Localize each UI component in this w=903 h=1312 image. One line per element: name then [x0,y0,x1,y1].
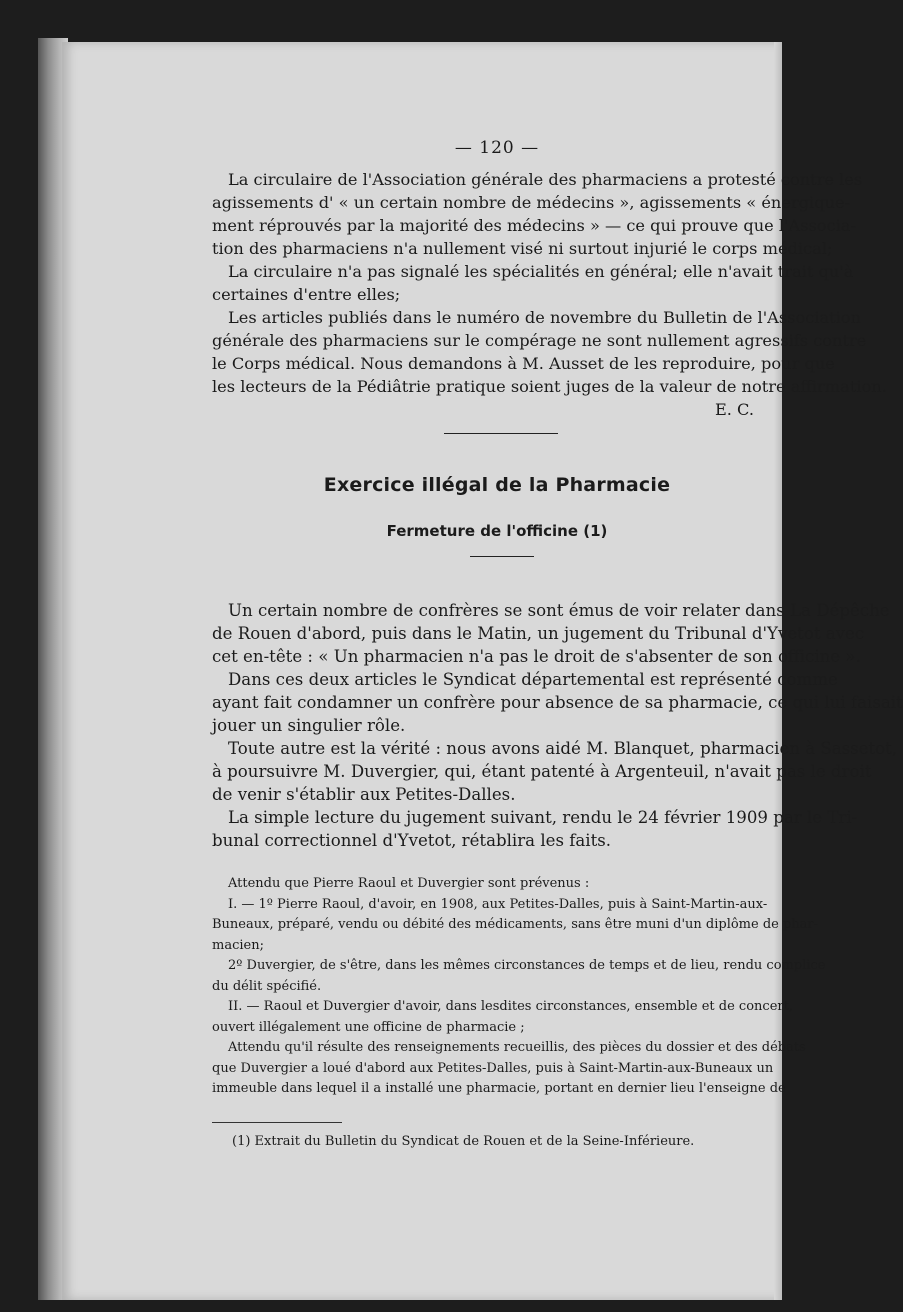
body-line: Dans ces deux articles le Syndicat départemental est représenté comme [228,670,838,689]
scanned-page [62,42,903,1300]
judgment-excerpt [212,874,826,1100]
body-line: à poursuivre M. Duvergier, qui, étant patenté à Argenteuil, n'avait pas le droit [212,762,872,781]
judgment-line: Attendu qu'il résulte des renseignements recueillis, des pièces du dossier et des débats [228,1040,806,1055]
body-line: Toute autre est la vérité : nous avons aidé M. Blanquet, pharmacien à Sassetot, [228,739,898,758]
body-line: de Rouen d'abord, puis dans le Matin, un jugement du Tribunal d'Yvetot avec [212,624,865,643]
page-number: — 120 — [454,138,540,158]
intro-line: La circulaire n'a pas signalé les spécialités en général; elle n'avait trait qu'à [228,262,854,281]
footnote: (1) Extrait du Bulletin du Syndicat de Rouen et de la Seine-Inférieure. [232,1133,695,1149]
judgment-line: immeuble dans lequel il a installé une pharmacie, portant en dernier lieu l'enseigne de [212,1081,786,1096]
footnote-rule [212,1122,342,1123]
intro-line: Les articles publiés dans le numéro de novembre du Bulletin de l'Association [228,308,861,327]
page-content [212,138,903,1151]
body-line: ayant fait condamner un confrère pour absence de sa pharmacie, ce qui lui faisait [212,693,903,712]
body-line: bunal correctionnel d'Yvetot, rétablira les faits. [212,831,612,850]
intro-line: le Corps médical. Nous demandons à M. Ausset de les reproduire, pour que [212,354,835,373]
separator-rule [444,433,558,434]
intro-line: agissements d' « un certain nombre de médecins », agissements « énergique- [212,193,851,212]
judgment-line: Attendu que Pierre Raoul et Duvergier sont prévenus : [228,876,590,891]
separator-rule-short [470,556,534,557]
intro-line: La circulaire de l'Association générale des pharmaciens a protesté contre les [228,170,863,189]
judgment-line: 2º Duvergier, de s'être, dans les mêmes circonstances de temps et de lieu, rendu complice [228,958,826,973]
body-line: La simple lecture du jugement suivant, rendu le 24 février 1909 par le Tri- [228,808,858,827]
intro-line: certaines d'entre elles; [212,285,401,304]
judgment-line: macien; [212,937,264,953]
body-line: de venir s'établir aux Petites-Dalles. [212,785,516,804]
judgment-line: que Duvergier a loué d'abord aux Petites-Dalles, puis à Saint-Martin-aux-Buneaux un [212,1060,774,1076]
judgment-line: du délit spécifié. [212,978,322,994]
intro-line: les lecteurs de la Pédiâtrie pratique soient juges de la valeur de notre affirmation. [212,377,887,396]
body-line: Un certain nombre de confrères se sont émus de voir relater dans La Dépêche [228,601,890,620]
body-line: jouer un singulier rôle. [212,716,406,735]
intro-line: générale des pharmaciens sur le compérage ne sont nullement agressifs contre [212,331,867,350]
judgment-line: Buneaux, préparé, vendu ou débité des médicaments, sans être muni d'un diplôme de phar- [212,917,819,932]
judgment-line: I. — 1º Pierre Raoul, d'avoir, en 1908, aux Petites-Dalles, puis à Saint-Martin-aux- [228,896,768,912]
section-title: Exercice illégal de la Pharmacie [323,474,671,496]
intro-paragraphs [212,168,887,398]
article-body [212,599,903,852]
judgment-line: ouvert illégalement une officine de pharmacie ; [212,1019,525,1035]
judgment-line: II. — Raoul et Duvergier d'avoir, dans lesdites circonstances, ensemble et de concert, [228,999,793,1014]
body-line: cet en-tête : « Un pharmacien n'a pas le droit de s'absenter de son officine ». [212,647,861,666]
intro-line: ment réprouvés par la majorité des médecins » — ce qui prouve que l'Associa- [212,216,856,235]
intro-line: tion des pharmaciens n'a nullement visé ni surtout injurié le corps médical; [212,239,833,258]
subtitle: Fermeture de l'officine (1) [386,522,608,540]
signature: E. C. [714,400,754,419]
